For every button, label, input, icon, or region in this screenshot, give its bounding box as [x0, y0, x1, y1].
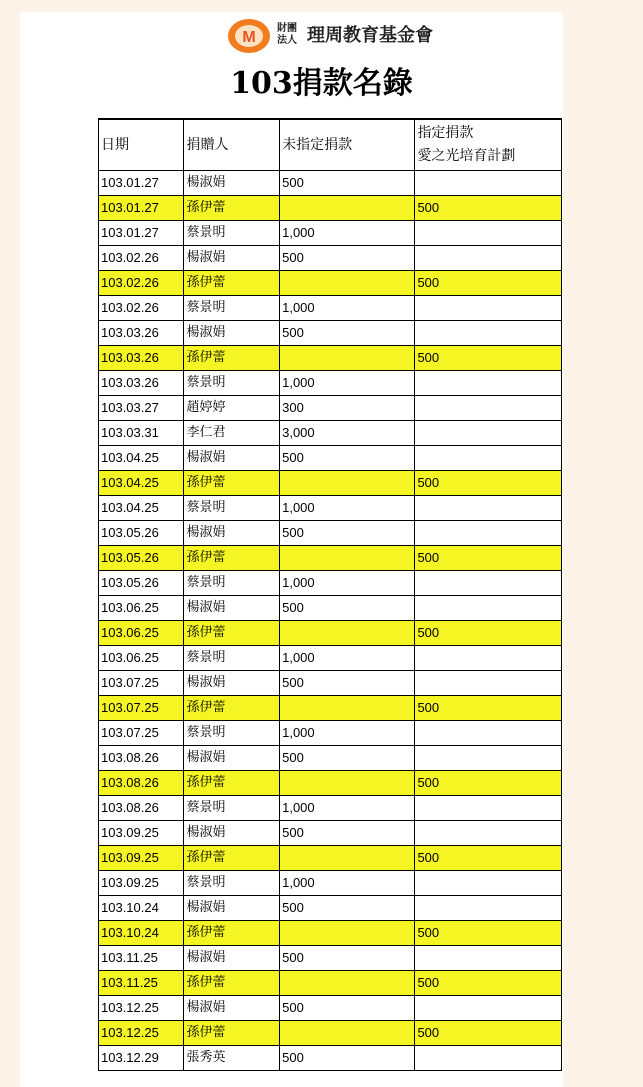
table-row — [99, 846, 562, 871]
cell-date: 103.04.25 — [99, 471, 184, 496]
cell-date: 103.05.26 — [99, 571, 184, 596]
cell-undesignated — [280, 846, 415, 871]
table-row — [99, 421, 562, 446]
header-designated — [415, 119, 562, 171]
header-undesignated: 未指定捐款 — [280, 119, 415, 171]
cell-undesignated — [280, 696, 415, 721]
cell-donor: 楊淑娟 — [184, 896, 280, 921]
table-row — [99, 796, 562, 821]
logo-main-text: 理周教育基金會 — [307, 25, 433, 46]
cell-donor: 蔡景明 — [184, 296, 280, 321]
table-row — [99, 996, 562, 1021]
cell-undesignated: 1,000 — [280, 796, 415, 821]
cell-designated — [415, 496, 562, 521]
cell-designated — [415, 871, 562, 896]
cell-date: 103.12.29 — [99, 1046, 184, 1071]
table-body — [99, 171, 562, 1071]
cell-date: 103.04.25 — [99, 496, 184, 521]
table-row — [99, 296, 562, 321]
cell-donor: 孫伊蕾 — [184, 546, 280, 571]
cell-donor: 楊淑娟 — [184, 996, 280, 1021]
table-row — [99, 246, 562, 271]
cell-undesignated: 500 — [280, 321, 415, 346]
cell-undesignated: 500 — [280, 946, 415, 971]
cell-designated — [415, 571, 562, 596]
cell-designated — [415, 221, 562, 246]
table-row — [99, 446, 562, 471]
cell-designated: 500 — [415, 621, 562, 646]
cell-designated — [415, 371, 562, 396]
cell-date: 103.02.26 — [99, 271, 184, 296]
logo-small-line1: 財團 — [277, 23, 297, 34]
cell-date: 103.01.27 — [99, 196, 184, 221]
cell-undesignated — [280, 271, 415, 296]
cell-undesignated: 500 — [280, 171, 415, 196]
cell-designated — [415, 896, 562, 921]
cell-undesignated: 1,000 — [280, 371, 415, 396]
cell-date: 103.03.26 — [99, 346, 184, 371]
foundation-logo-icon — [227, 18, 271, 54]
cell-donor: 蔡景明 — [184, 221, 280, 246]
logo-small-line2: 法人 — [277, 35, 297, 46]
cell-date: 103.03.26 — [99, 321, 184, 346]
cell-donor: 蔡景明 — [184, 496, 280, 521]
cell-date: 103.02.26 — [99, 246, 184, 271]
cell-designated: 500 — [415, 471, 562, 496]
cell-designated — [415, 596, 562, 621]
table-row — [99, 971, 562, 996]
cell-donor: 孫伊蕾 — [184, 971, 280, 996]
cell-donor: 楊淑娟 — [184, 171, 280, 196]
cell-date: 103.09.25 — [99, 871, 184, 896]
cell-date: 103.06.25 — [99, 596, 184, 621]
cell-designated — [415, 321, 562, 346]
cell-undesignated: 3,000 — [280, 421, 415, 446]
cell-undesignated: 1,000 — [280, 871, 415, 896]
cell-date: 103.12.25 — [99, 1021, 184, 1046]
table-header-row — [99, 119, 562, 171]
logo-mark-letter: M — [242, 29, 256, 46]
cell-undesignated: 1,000 — [280, 221, 415, 246]
cell-donor: 孫伊蕾 — [184, 921, 280, 946]
table-row — [99, 171, 562, 196]
cell-date: 103.11.25 — [99, 946, 184, 971]
cell-designated: 500 — [415, 921, 562, 946]
cell-designated — [415, 996, 562, 1021]
cell-donor: 孫伊蕾 — [184, 346, 280, 371]
cell-designated: 500 — [415, 846, 562, 871]
cell-designated — [415, 521, 562, 546]
table-row — [99, 346, 562, 371]
cell-designated — [415, 1046, 562, 1071]
cell-undesignated — [280, 1021, 415, 1046]
cell-donor: 楊淑娟 — [184, 946, 280, 971]
cell-designated — [415, 421, 562, 446]
cell-donor: 蔡景明 — [184, 796, 280, 821]
cell-date: 103.06.25 — [99, 621, 184, 646]
table-row — [99, 721, 562, 746]
cell-donor: 蔡景明 — [184, 871, 280, 896]
table-row — [99, 471, 562, 496]
cell-designated — [415, 721, 562, 746]
cell-undesignated — [280, 971, 415, 996]
cell-designated — [415, 671, 562, 696]
donation-table — [98, 118, 562, 1071]
cell-donor: 蔡景明 — [184, 721, 280, 746]
cell-date: 103.06.25 — [99, 646, 184, 671]
cell-donor: 孫伊蕾 — [184, 271, 280, 296]
cell-donor: 蔡景明 — [184, 646, 280, 671]
cell-designated: 500 — [415, 346, 562, 371]
header-designated-line2: 愛之光培育計劃 — [417, 148, 516, 164]
cell-date: 103.07.25 — [99, 696, 184, 721]
cell-date: 103.08.26 — [99, 796, 184, 821]
cell-designated — [415, 821, 562, 846]
cell-date: 103.12.25 — [99, 996, 184, 1021]
cell-donor: 楊淑娟 — [184, 521, 280, 546]
cell-date: 103.04.25 — [99, 446, 184, 471]
table-row — [99, 496, 562, 521]
cell-date: 103.09.25 — [99, 821, 184, 846]
table-row — [99, 921, 562, 946]
cell-donor: 楊淑娟 — [184, 446, 280, 471]
cell-donor: 趙婷婷 — [184, 396, 280, 421]
table-row — [99, 871, 562, 896]
cell-undesignated: 500 — [280, 596, 415, 621]
cell-undesignated: 1,000 — [280, 646, 415, 671]
cell-designated — [415, 946, 562, 971]
cell-undesignated — [280, 771, 415, 796]
cell-undesignated — [280, 471, 415, 496]
cell-donor: 孫伊蕾 — [184, 696, 280, 721]
cell-date: 103.08.26 — [99, 746, 184, 771]
cell-donor: 孫伊蕾 — [184, 771, 280, 796]
cell-undesignated: 1,000 — [280, 296, 415, 321]
table-row — [99, 271, 562, 296]
cell-undesignated: 500 — [280, 896, 415, 921]
table-row — [99, 521, 562, 546]
cell-date: 103.10.24 — [99, 896, 184, 921]
table-row — [99, 696, 562, 721]
cell-designated: 500 — [415, 546, 562, 571]
cell-donor: 孫伊蕾 — [184, 1021, 280, 1046]
cell-donor: 孫伊蕾 — [184, 196, 280, 221]
table-row — [99, 946, 562, 971]
cell-donor: 楊淑娟 — [184, 746, 280, 771]
cell-designated — [415, 246, 562, 271]
cell-designated — [415, 396, 562, 421]
header-designated-line1: 指定捐款 — [417, 125, 474, 141]
cell-undesignated — [280, 921, 415, 946]
cell-designated: 500 — [415, 1021, 562, 1046]
cell-undesignated: 500 — [280, 821, 415, 846]
cell-designated — [415, 171, 562, 196]
cell-designated: 500 — [415, 971, 562, 996]
cell-date: 103.07.25 — [99, 721, 184, 746]
cell-undesignated: 1,000 — [280, 571, 415, 596]
cell-undesignated: 300 — [280, 396, 415, 421]
header-date: 日期 — [99, 119, 184, 171]
cell-undesignated: 500 — [280, 521, 415, 546]
cell-date: 103.05.26 — [99, 521, 184, 546]
table-row — [99, 1046, 562, 1071]
cell-designated: 500 — [415, 771, 562, 796]
cell-donor: 蔡景明 — [184, 371, 280, 396]
cell-undesignated: 1,000 — [280, 496, 415, 521]
table-row — [99, 671, 562, 696]
cell-undesignated: 500 — [280, 996, 415, 1021]
cell-undesignated: 1,000 — [280, 721, 415, 746]
table-row — [99, 596, 562, 621]
cell-donor: 楊淑娟 — [184, 671, 280, 696]
cell-undesignated: 500 — [280, 671, 415, 696]
table-row — [99, 571, 562, 596]
cell-designated — [415, 446, 562, 471]
cell-date: 103.03.27 — [99, 396, 184, 421]
foundation-logo — [227, 18, 457, 58]
cell-donor: 蔡景明 — [184, 571, 280, 596]
cell-date: 103.10.24 — [99, 921, 184, 946]
cell-undesignated: 500 — [280, 1046, 415, 1071]
table-row — [99, 371, 562, 396]
cell-undesignated — [280, 546, 415, 571]
table-row — [99, 646, 562, 671]
cell-undesignated — [280, 346, 415, 371]
cell-designated: 500 — [415, 696, 562, 721]
table-row — [99, 196, 562, 221]
table-row — [99, 321, 562, 346]
table-row — [99, 746, 562, 771]
cell-designated — [415, 796, 562, 821]
cell-designated — [415, 296, 562, 321]
table-row — [99, 1021, 562, 1046]
cell-date: 103.09.25 — [99, 846, 184, 871]
cell-date: 103.11.25 — [99, 971, 184, 996]
cell-designated — [415, 646, 562, 671]
cell-donor: 楊淑娟 — [184, 246, 280, 271]
cell-donor: 楊淑娟 — [184, 596, 280, 621]
cell-undesignated — [280, 621, 415, 646]
page-title: 103捐款名錄 — [230, 66, 413, 101]
cell-undesignated: 500 — [280, 746, 415, 771]
cell-donor: 楊淑娟 — [184, 321, 280, 346]
cell-designated: 500 — [415, 196, 562, 221]
cell-undesignated: 500 — [280, 446, 415, 471]
table-row — [99, 546, 562, 571]
table-row — [99, 821, 562, 846]
cell-date: 103.08.26 — [99, 771, 184, 796]
cell-date: 103.01.27 — [99, 221, 184, 246]
table-row — [99, 896, 562, 921]
cell-donor: 孫伊蕾 — [184, 471, 280, 496]
cell-undesignated: 500 — [280, 246, 415, 271]
cell-donor: 孫伊蕾 — [184, 621, 280, 646]
cell-date: 103.03.31 — [99, 421, 184, 446]
cell-date: 103.05.26 — [99, 546, 184, 571]
table-row — [99, 396, 562, 421]
cell-designated — [415, 746, 562, 771]
cell-designated: 500 — [415, 271, 562, 296]
cell-donor: 張秀英 — [184, 1046, 280, 1071]
cell-date: 103.03.26 — [99, 371, 184, 396]
cell-undesignated — [280, 196, 415, 221]
cell-donor: 李仁君 — [184, 421, 280, 446]
header-donor: 捐贈人 — [184, 119, 280, 171]
logo-small-text — [277, 23, 305, 47]
cell-donor: 孫伊蕾 — [184, 846, 280, 871]
table-row — [99, 621, 562, 646]
cell-donor: 楊淑娟 — [184, 821, 280, 846]
table-row — [99, 221, 562, 246]
cell-date: 103.02.26 — [99, 296, 184, 321]
cell-date: 103.01.27 — [99, 171, 184, 196]
table-row — [99, 771, 562, 796]
cell-date: 103.07.25 — [99, 671, 184, 696]
